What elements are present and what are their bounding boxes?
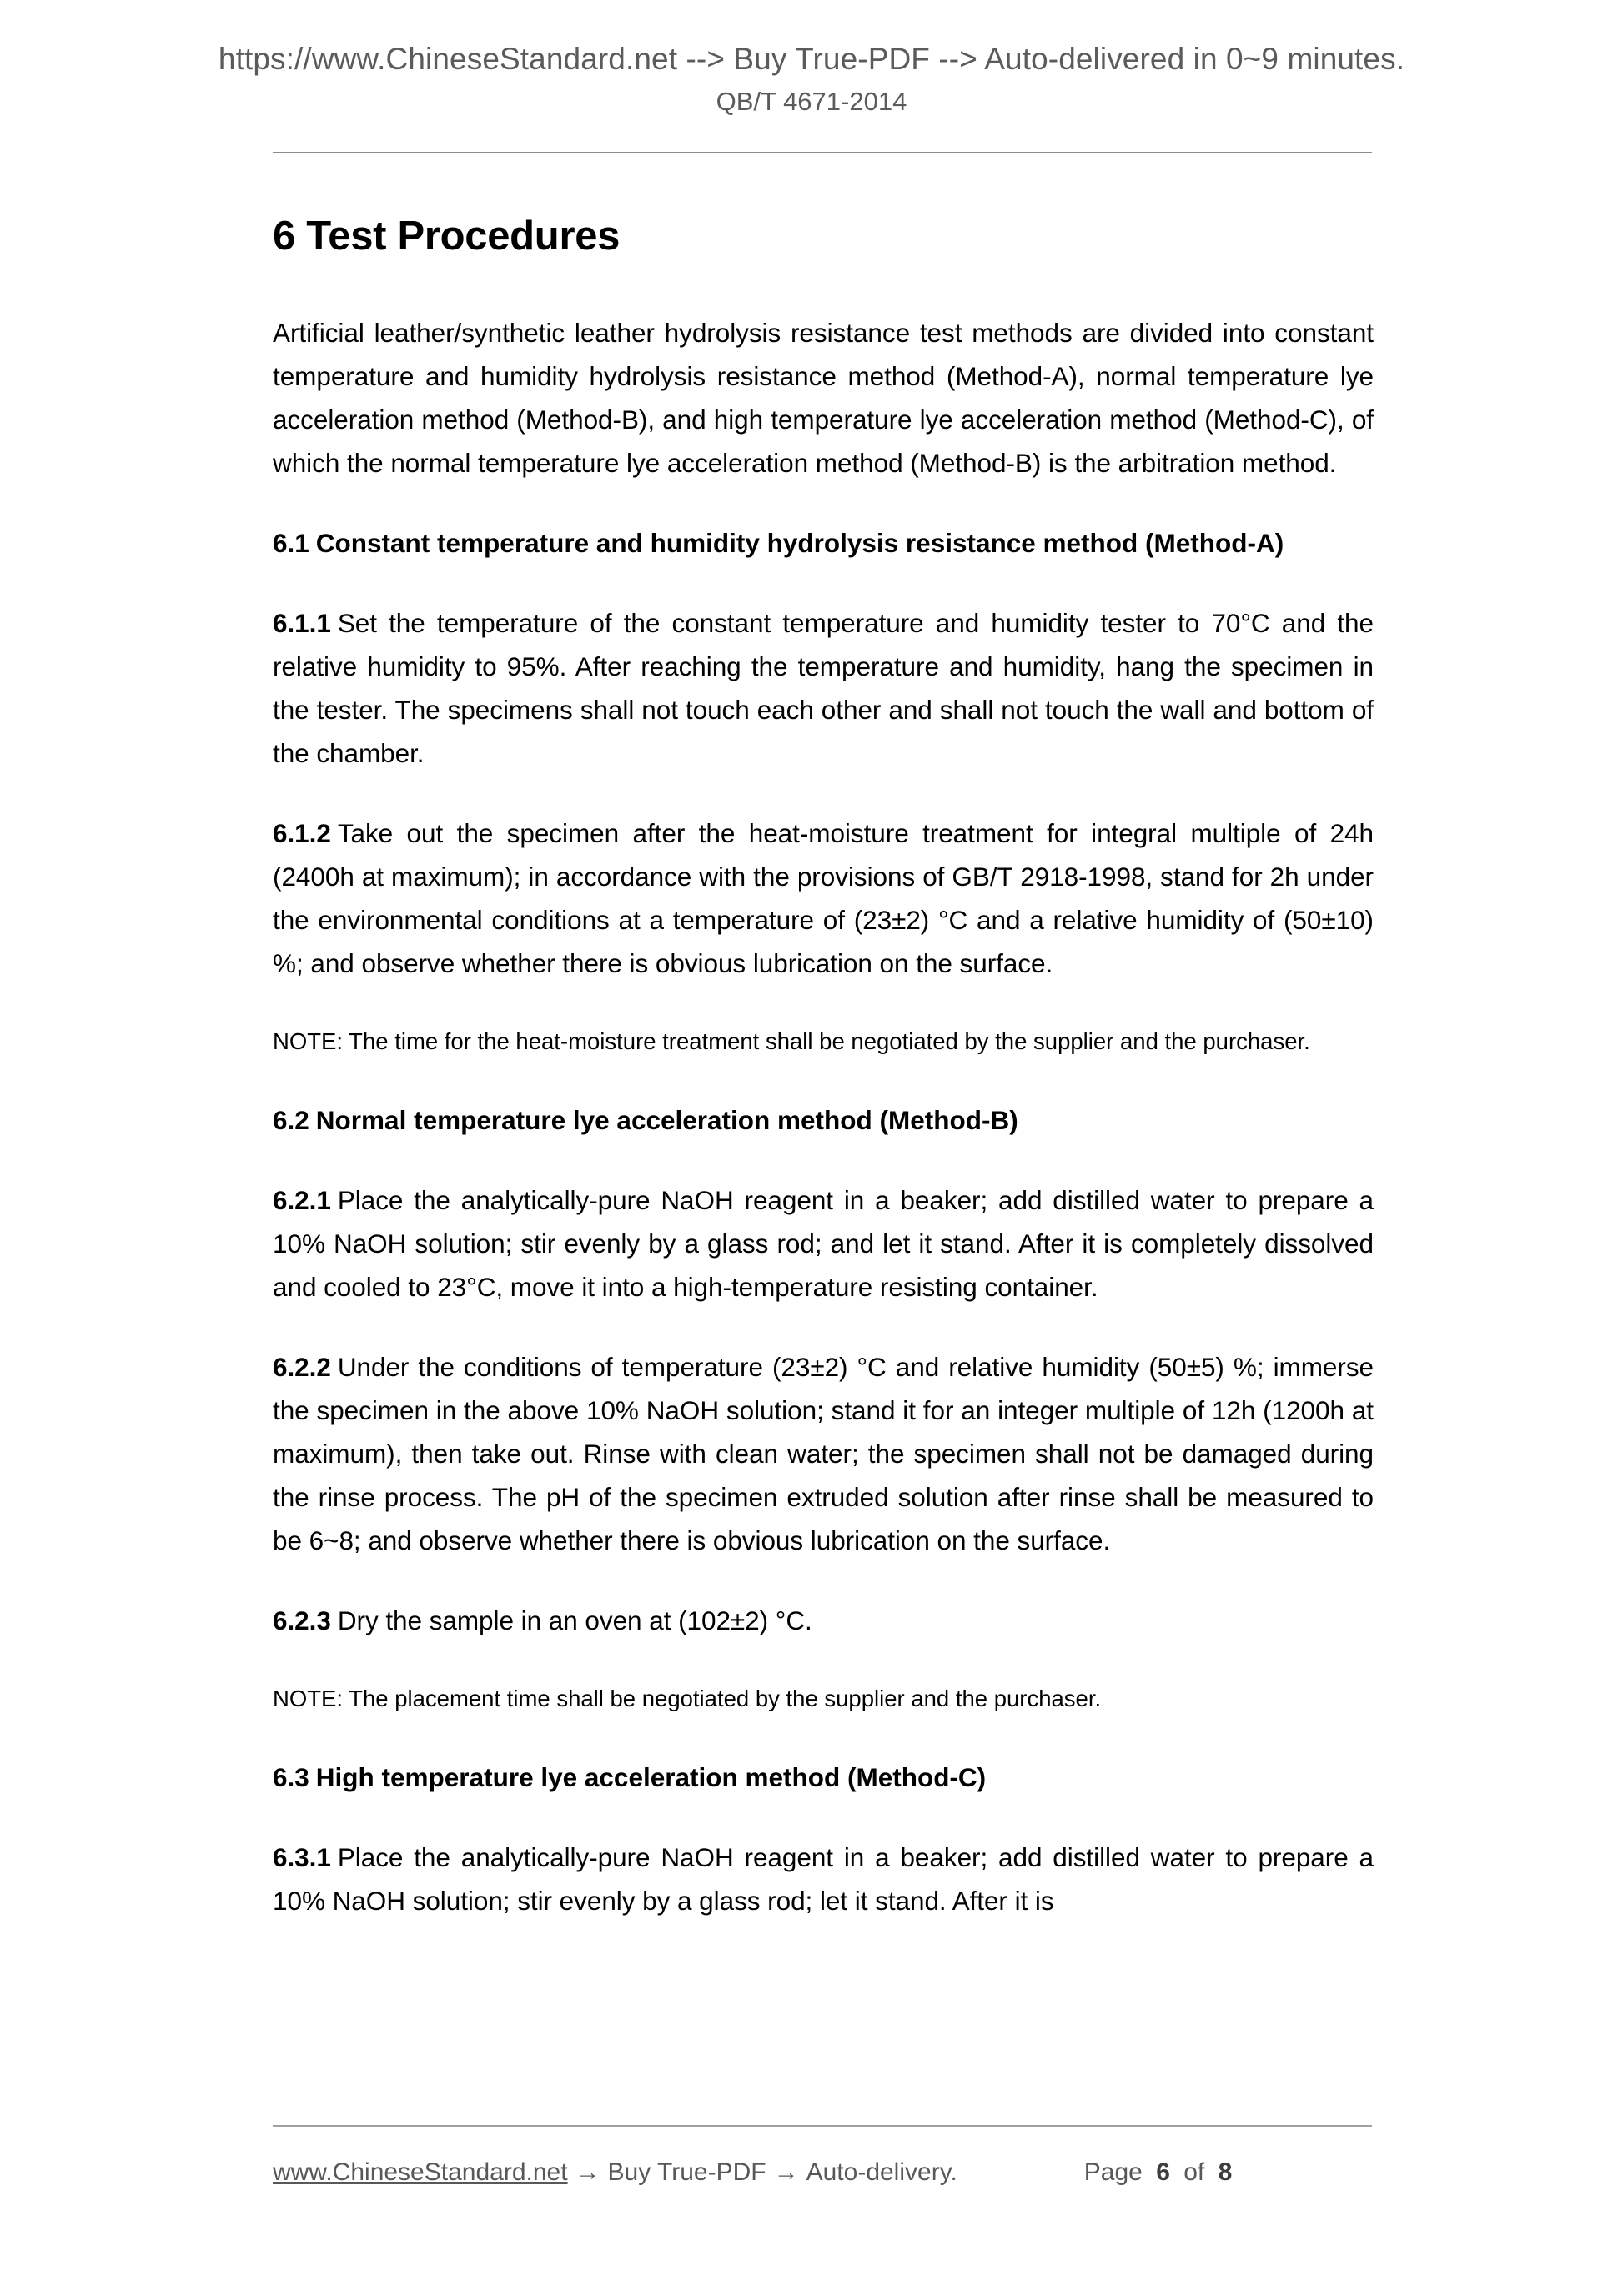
- clause-number: 6.2.3: [273, 1605, 331, 1636]
- of-label: of: [1183, 2158, 1205, 2186]
- footer-website-link[interactable]: www.ChineseStandard.net: [273, 2158, 568, 2186]
- clause-6-2-2: [273, 1345, 1374, 1562]
- footer-buy-text: Buy True-PDF: [607, 2158, 766, 2186]
- clause-text: Set the temperature of the constant temperature and humidity tester to 70°C and the relative humidity to 95%. After reaching the temperature and humidity, hang the specimen in the tester. The specimens shall not touch each other and shall not touch the wall and bottom of the chamber.: [273, 608, 1374, 769]
- page-header: [0, 40, 1623, 119]
- footer-divider: [273, 2125, 1372, 2127]
- arrow-right-icon: →: [575, 2158, 600, 2186]
- page-title: 6 Test Procedures: [273, 214, 621, 259]
- clause-text: Dry the sample in an oven at (102±2) °C.: [337, 1605, 812, 1636]
- standard-number: QB/T 4671-2014: [716, 87, 907, 117]
- heading-6-2: [273, 1098, 1374, 1142]
- note-text: NOTE: The placement time shall be negotiated by the supplier and the purchaser.: [273, 1686, 1102, 1712]
- footer-delivery-text: Auto-delivery.: [806, 2158, 957, 2186]
- note-6-1: [273, 1022, 1374, 1062]
- heading-number: 6.1: [273, 528, 309, 559]
- clause-number: 6.2.2: [273, 1352, 331, 1383]
- document-content: [273, 213, 1374, 1959]
- clause-text: Under the conditions of temperature (23±2) °C and relative humidity (50±5) %; immerse the specimen in the above 10% NaOH solution; stand it for an integer multiple of 12h (1200h at maximum), then take out. Rinse with clean water; the specimen shall not be damaged during the rinse process. The pH of the specimen extruded solution after rinse shall be measured to be 6~8; and observe whether there is obvious lubrication on the surface.: [273, 1352, 1374, 1556]
- footer-promo: [273, 2158, 957, 2187]
- heading-text: High temperature lye acceleration method (Method-C): [315, 1762, 987, 1793]
- clause-text: Place the analytically-pure NaOH reagent in a beaker; add distilled water to prepare a 10% NaOH solution; stir evenly by a glass rod; and let it stand. After it is completely dissolved and cooled to 23°C, move it into a high-temperature resisting container.: [273, 1185, 1374, 1303]
- clause-6-2-1: [273, 1178, 1374, 1309]
- clause-6-1-1: [273, 601, 1374, 775]
- current-page-number: 6: [1156, 2158, 1170, 2186]
- paragraph-intro: [273, 311, 1374, 485]
- note-6-2: [273, 1679, 1374, 1719]
- clause-6-1-2: [273, 811, 1374, 985]
- clause-number: 6.1.1: [273, 608, 331, 639]
- clause-text: Take out the specimen after the heat-moisture treatment for integral multiple of 24h (2400h at maximum); in accordance with the provisions of GB/T 2918-1998, stand for 2h under the environmental conditions at a temperature of (23±2) °C and a relative humidity of (50±10) %; and observe whether there is obvious lubrication on the surface.: [273, 818, 1374, 979]
- clause-number: 6.3.1: [273, 1842, 331, 1873]
- heading-text: Constant temperature and humidity hydrolysis resistance method (Method-A): [315, 528, 1284, 559]
- total-page-number: 8: [1218, 2158, 1233, 2186]
- heading-text: Normal temperature lye acceleration method (Method-B): [315, 1105, 1018, 1136]
- note-text: NOTE: The time for the heat-moisture treatment shall be negotiated by the supplier and the purchaser.: [273, 1028, 1310, 1055]
- page-number-indicator: [1084, 2158, 1233, 2187]
- clause-6-2-3: [273, 1599, 1374, 1642]
- clause-number: 6.2.1: [273, 1185, 331, 1216]
- arrow-right-icon: →: [773, 2158, 799, 2186]
- clause-text: Place the analytically-pure NaOH reagent in a beaker; add distilled water to prepare a 10% NaOH solution; stir evenly by a glass rod; let it stand. After it is: [273, 1842, 1374, 1917]
- clause-6-3-1: [273, 1836, 1374, 1922]
- heading-6-3: [273, 1756, 1374, 1799]
- page-footer: [273, 2152, 1374, 2193]
- clause-number: 6.1.2: [273, 818, 331, 849]
- heading-6-1: [273, 521, 1374, 565]
- page-label: Page: [1083, 2158, 1143, 2186]
- paragraph-text: Artificial leather/synthetic leather hydrolysis resistance test methods are divided into constant temperature and humidity hydrolysis resistance method (Method-A), normal temperature lye acceleration method (Method-B), and high temperature lye acceleration method (Method-C), of which the normal temperature lye acceleration method (Method-B) is the arbitration method.: [273, 318, 1374, 479]
- heading-number: 6.2: [273, 1105, 309, 1136]
- header-divider: [273, 152, 1372, 153]
- heading-number: 6.3: [273, 1762, 309, 1793]
- watermark-banner: https://www.ChineseStandard.net --> Buy True-PDF --> Auto-delivered in 0~9 minutes.: [218, 42, 1405, 76]
